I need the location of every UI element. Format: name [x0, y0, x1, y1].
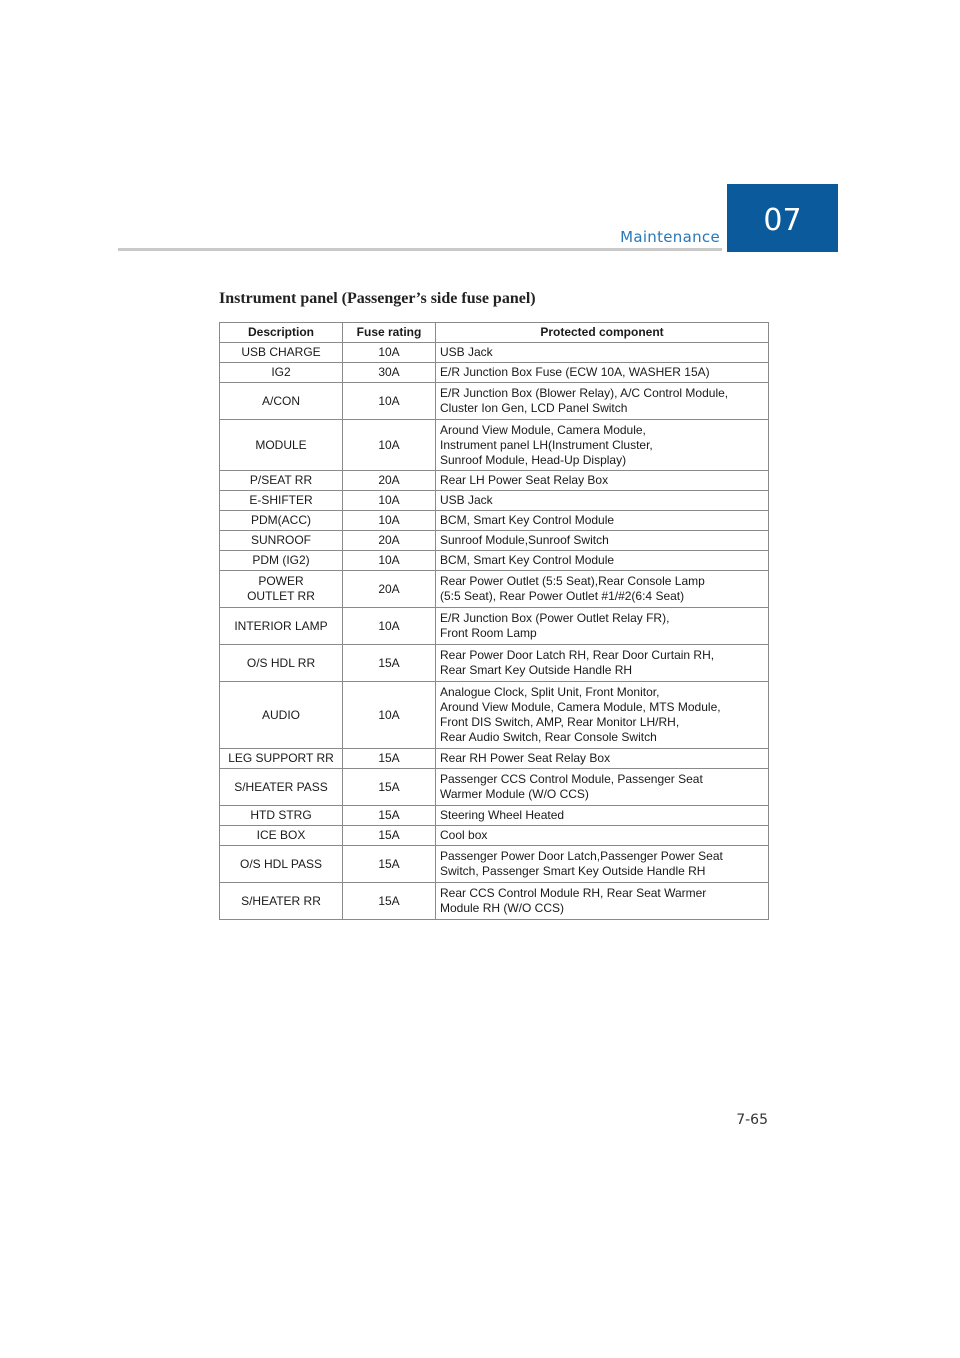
fuse-rating-cell: 15A — [343, 883, 436, 920]
fuse-rating-cell: 10A — [343, 383, 436, 420]
protected-component-cell: Steering Wheel Heated — [436, 806, 769, 826]
fuse-table — [219, 322, 769, 920]
table-row — [220, 608, 769, 645]
fuse-rating-cell: 15A — [343, 806, 436, 826]
protected-component-cell: BCM, Smart Key Control Module — [436, 511, 769, 531]
table-row — [220, 551, 769, 571]
table-row — [220, 491, 769, 511]
protected-component-cell: Passenger CCS Control Module, Passenger Seat Warmer Module (W/O CCS) — [436, 769, 769, 806]
protected-component-cell: USB Jack — [436, 343, 769, 363]
section-name: Maintenance — [620, 228, 720, 246]
protected-component-cell: Rear RH Power Seat Relay Box — [436, 749, 769, 769]
table-row — [220, 749, 769, 769]
fuse-description-cell: USB CHARGE — [220, 343, 343, 363]
table-row — [220, 343, 769, 363]
fuse-description-cell: HTD STRG — [220, 806, 343, 826]
table-row — [220, 806, 769, 826]
chapter-badge: 07 — [727, 184, 838, 252]
table-row — [220, 826, 769, 846]
fuse-rating-cell: 15A — [343, 846, 436, 883]
fuse-rating-cell: 15A — [343, 749, 436, 769]
table-header-row — [220, 323, 769, 343]
table-row — [220, 531, 769, 551]
fuse-rating-cell: 20A — [343, 471, 436, 491]
fuse-description-cell: S/HEATER RR — [220, 883, 343, 920]
fuse-description-cell: S/HEATER PASS — [220, 769, 343, 806]
fuse-description-cell: POWER OUTLET RR — [220, 571, 343, 608]
header-rule — [118, 248, 722, 251]
fuse-description-cell: E-SHIFTER — [220, 491, 343, 511]
table-row — [220, 645, 769, 682]
fuse-description-cell: O/S HDL RR — [220, 645, 343, 682]
protected-component-cell: Passenger Power Door Latch,Passenger Power Seat Switch, Passenger Smart Key Outside Handle RH — [436, 846, 769, 883]
protected-component-cell: Analogue Clock, Split Unit, Front Monitor, Around View Module, Camera Module, MTS Module, Front DIS Switch, AMP, Rear Monitor LH/RH, Rear Audio Switch, Rear Console Switch — [436, 682, 769, 749]
fuse-description-cell: A/CON — [220, 383, 343, 420]
fuse-description-cell: ICE BOX — [220, 826, 343, 846]
column-header-fuse-rating: Fuse rating — [343, 323, 436, 343]
table-row — [220, 571, 769, 608]
protected-component-cell: Cool box — [436, 826, 769, 846]
column-header-protected-component: Protected component — [436, 323, 769, 343]
column-header-description: Description — [220, 323, 343, 343]
fuse-rating-cell: 10A — [343, 608, 436, 645]
protected-component-cell: Rear CCS Control Module RH, Rear Seat Warmer Module RH (W/O CCS) — [436, 883, 769, 920]
fuse-rating-cell: 15A — [343, 826, 436, 846]
fuse-description-cell: O/S HDL PASS — [220, 846, 343, 883]
fuse-rating-cell: 20A — [343, 531, 436, 551]
protected-component-cell: Rear Power Outlet (5:5 Seat),Rear Console Lamp (5:5 Seat), Rear Power Outlet #1/#2(6:4 Seat) — [436, 571, 769, 608]
protected-component-cell: E/R Junction Box (Power Outlet Relay FR), Front Room Lamp — [436, 608, 769, 645]
fuse-rating-cell: 10A — [343, 491, 436, 511]
fuse-description-cell: SUNROOF — [220, 531, 343, 551]
table-row — [220, 682, 769, 749]
protected-component-cell: E/R Junction Box (Blower Relay), A/C Control Module, Cluster Ion Gen, LCD Panel Switch — [436, 383, 769, 420]
table-row — [220, 769, 769, 806]
fuse-rating-cell: 15A — [343, 645, 436, 682]
fuse-description-cell: MODULE — [220, 420, 343, 471]
protected-component-cell: BCM, Smart Key Control Module — [436, 551, 769, 571]
fuse-rating-cell: 10A — [343, 551, 436, 571]
fuse-rating-cell: 10A — [343, 511, 436, 531]
protected-component-cell: USB Jack — [436, 491, 769, 511]
protected-component-cell: Around View Module, Camera Module, Instrument panel LH(Instrument Cluster, Sunroof Module, Head-Up Display) — [436, 420, 769, 471]
fuse-rating-cell: 10A — [343, 420, 436, 471]
protected-component-cell: E/R Junction Box Fuse (ECW 10A, WASHER 15A) — [436, 363, 769, 383]
fuse-table-body — [220, 343, 769, 920]
page-title: Instrument panel (Passenger’s side fuse panel) — [219, 290, 536, 307]
table-row — [220, 511, 769, 531]
fuse-description-cell: AUDIO — [220, 682, 343, 749]
fuse-description-cell: PDM(ACC) — [220, 511, 343, 531]
table-row — [220, 383, 769, 420]
fuse-description-cell: PDM (IG2) — [220, 551, 343, 571]
table-row — [220, 420, 769, 471]
table-row — [220, 883, 769, 920]
fuse-rating-cell: 20A — [343, 571, 436, 608]
fuse-rating-cell: 15A — [343, 769, 436, 806]
fuse-description-cell: IG2 — [220, 363, 343, 383]
fuse-rating-cell: 30A — [343, 363, 436, 383]
fuse-rating-cell: 10A — [343, 682, 436, 749]
fuse-description-cell: P/SEAT RR — [220, 471, 343, 491]
page-number: 7-65 — [736, 1112, 768, 1128]
fuse-description-cell: INTERIOR LAMP — [220, 608, 343, 645]
fuse-rating-cell: 10A — [343, 343, 436, 363]
table-row — [220, 363, 769, 383]
protected-component-cell: Rear LH Power Seat Relay Box — [436, 471, 769, 491]
fuse-description-cell: LEG SUPPORT RR — [220, 749, 343, 769]
table-row — [220, 471, 769, 491]
protected-component-cell: Rear Power Door Latch RH, Rear Door Curtain RH, Rear Smart Key Outside Handle RH — [436, 645, 769, 682]
table-row — [220, 846, 769, 883]
protected-component-cell: Sunroof Module,Sunroof Switch — [436, 531, 769, 551]
